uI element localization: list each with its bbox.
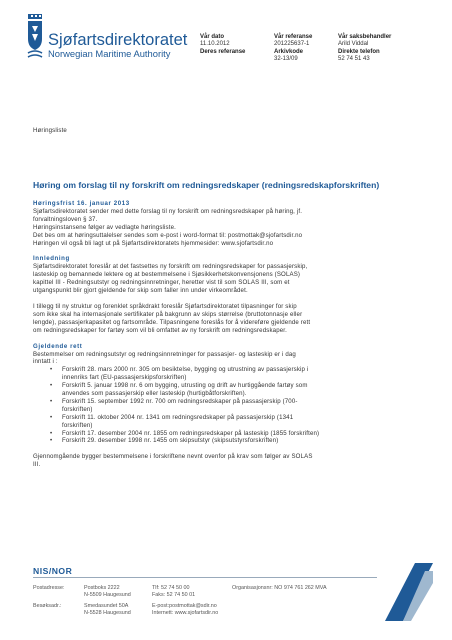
footer-fax: Faks: 52 74 50 01: [152, 592, 196, 599]
post-line-1: Postboks 2222: [84, 585, 120, 591]
logo: [48, 32, 187, 59]
visit-line-2: N-5528 Haugesund: [84, 610, 131, 617]
header-col-date: [200, 34, 245, 56]
list-item: • Forskrift 17. desember 2004 nr. 1855 om redningsredskaper på lasteskip (1855 forskriften): [54, 430, 425, 438]
recipient: Høringsliste: [33, 127, 67, 134]
paragraph-line: lengde), passasjerkapasitet og fartsområde. Tilpasningene foreslås for å videreføre gjeldende rett: [33, 318, 311, 326]
footer-addresses: [84, 585, 131, 618]
paragraph-line: Bestemmelser om redningsutstyr og redningsinnretninger for passasjer- og lasteskip er i dag: [33, 350, 296, 358]
logo-name: Sjøfartsdirektoratet: [48, 31, 188, 49]
deadline-heading: Høringsfrist 16. januar 2013: [33, 200, 130, 207]
our-ref-label: Vår referanse: [274, 34, 313, 40]
intro-line: Sjøfartsdirektoratet sender med dette forslag til ny forskrift om redningsredskaper på høring, jf.: [33, 207, 303, 215]
date-label: Vår dato: [200, 34, 225, 40]
visit-label: Besøksadr.:: [33, 602, 62, 609]
nis-nor-logo: NIS/NOR: [33, 566, 73, 576]
list-item: • Forskrift 15. september 1992 nr. 700 om redningsredskaper på passasjerskip (700- forskriften): [54, 398, 425, 414]
footer-web: Internett: www.sjofartsdir.no: [152, 610, 219, 617]
phone-value: 52 74 51 43: [338, 56, 370, 63]
their-ref-label: Deres referanse: [200, 48, 246, 55]
list-item: • Forskrift 29. desember 1998 nr. 1455 om skipsutstyr (skipsutstyrsforskriften): [54, 437, 425, 445]
footer-address-labels: [33, 585, 64, 610]
intro-line: forvaltningsloven § 37.: [33, 215, 98, 223]
header-col-ref: [274, 34, 312, 64]
coat-of-arms-icon: [27, 14, 43, 60]
intro-line: Det bes om at høringsuttalelser sendes som e-post i word-format til: postmottak@sjofartsdir.no: [33, 231, 303, 239]
letter-body: [33, 200, 425, 469]
handler-label: Vår saksbehandler: [338, 34, 392, 40]
paragraph-line: inntatt i :: [33, 358, 58, 366]
logo-subtitle: Norwegian Maritime Authority: [48, 48, 171, 59]
phone-label: Direkte telefon: [338, 48, 380, 55]
paragraph-line: Sjøfartsdirektoratet foreslår at det fastsettes ny forskrift om redningsredskaper for passasjerskip,: [33, 263, 308, 271]
our-ref-value: 201225637-1: [274, 41, 310, 48]
paragraph-line: som ikke skal ha internasjonale sertifikater på bakgrunn av skips størrelse (bruttotonnasje eller: [33, 310, 303, 318]
footer-contact: [152, 585, 218, 618]
post-line-2: N-5509 Haugesund: [84, 592, 131, 599]
header-col-handler: [338, 34, 391, 64]
regulation-list: [33, 366, 425, 445]
paragraph-line: III.: [33, 461, 41, 469]
page-title: Høring om forslag til ny forskrift om redningsredskaper (redningsredskapforskriften): [33, 180, 380, 190]
footer-org-number: Organisasjonsnr: NO 974 761 262 MVA: [232, 585, 327, 591]
paragraph-line: Gjennomgående bygger bestemmelsene i forskriftene nevnt ovenfor på krav som følger av SOLAS: [33, 453, 313, 461]
paragraph-line: kapittel III - Redningsutstyr og redningsinnretninger, heretter vist til som SOLAS III, som et: [33, 279, 290, 287]
footer-email: E-post:postmottak@sdir.no: [152, 602, 217, 609]
paragraph-line: I tillegg til ny struktur og forenklet språkdrakt foreslår Sjøfartsdirektoratet tilpasninger for skip: [33, 302, 297, 310]
paragraph-line: om redningsredskaper for fartøy som vil bli omfattet av ny forskrift om redningsredskaper.: [33, 326, 287, 334]
paragraph-line: lasteskip og bemannede lektere og at bestemmelsene i Sjøsikkerhetskonvensjonens (SOLAS): [33, 271, 301, 279]
footer-divider: [33, 577, 377, 578]
section-heading-gjeldende-rett: Gjeldende rett: [33, 342, 83, 350]
intro-line: Høringen vil også bli lagt ut på Sjøfartsdirektoratets hjemmesider: www.sjofartsdir.no: [33, 239, 274, 247]
list-item: • Forskrift 11. oktober 2004 nr. 1341 om redningsredskaper på passasjerskip (1341 forskriften): [54, 414, 425, 430]
stripes-graphic-icon: [385, 563, 433, 621]
archive-label: Arkivkode: [274, 48, 304, 55]
date-value: 11.10.2012: [200, 41, 230, 48]
intro-line: Høringsinstansene følger av vedlagte høringsliste.: [33, 223, 176, 231]
visit-line-1: Smedasundet 50A: [84, 602, 129, 609]
paragraph-line: utgangspunkt blir gjort gjeldende for skip som faller inn under virkeområdet.: [33, 287, 248, 295]
list-item: • Forskrift 28. mars 2000 nr. 305 om besiktelse, bygging og utrustning av passasjerskip i innenriks fart (EU-passasjerskipsforskriften): [54, 366, 425, 382]
section-heading-innledning: Innledning: [33, 255, 70, 263]
list-item: • Forskrift 5. januar 1998 nr. 6 om bygging, utrusting og drift av hurtiggående fartøy som anvendes som passasjerskip eller lasteskip (hurtigbåtforskriften).: [54, 382, 425, 398]
handler-value: Arild Viddal: [338, 41, 369, 48]
archive-value: 32-13/09: [274, 56, 298, 63]
post-label: Postadresse:: [33, 585, 65, 591]
footer-phone: Tlf: 52 74 50 00: [152, 585, 190, 591]
